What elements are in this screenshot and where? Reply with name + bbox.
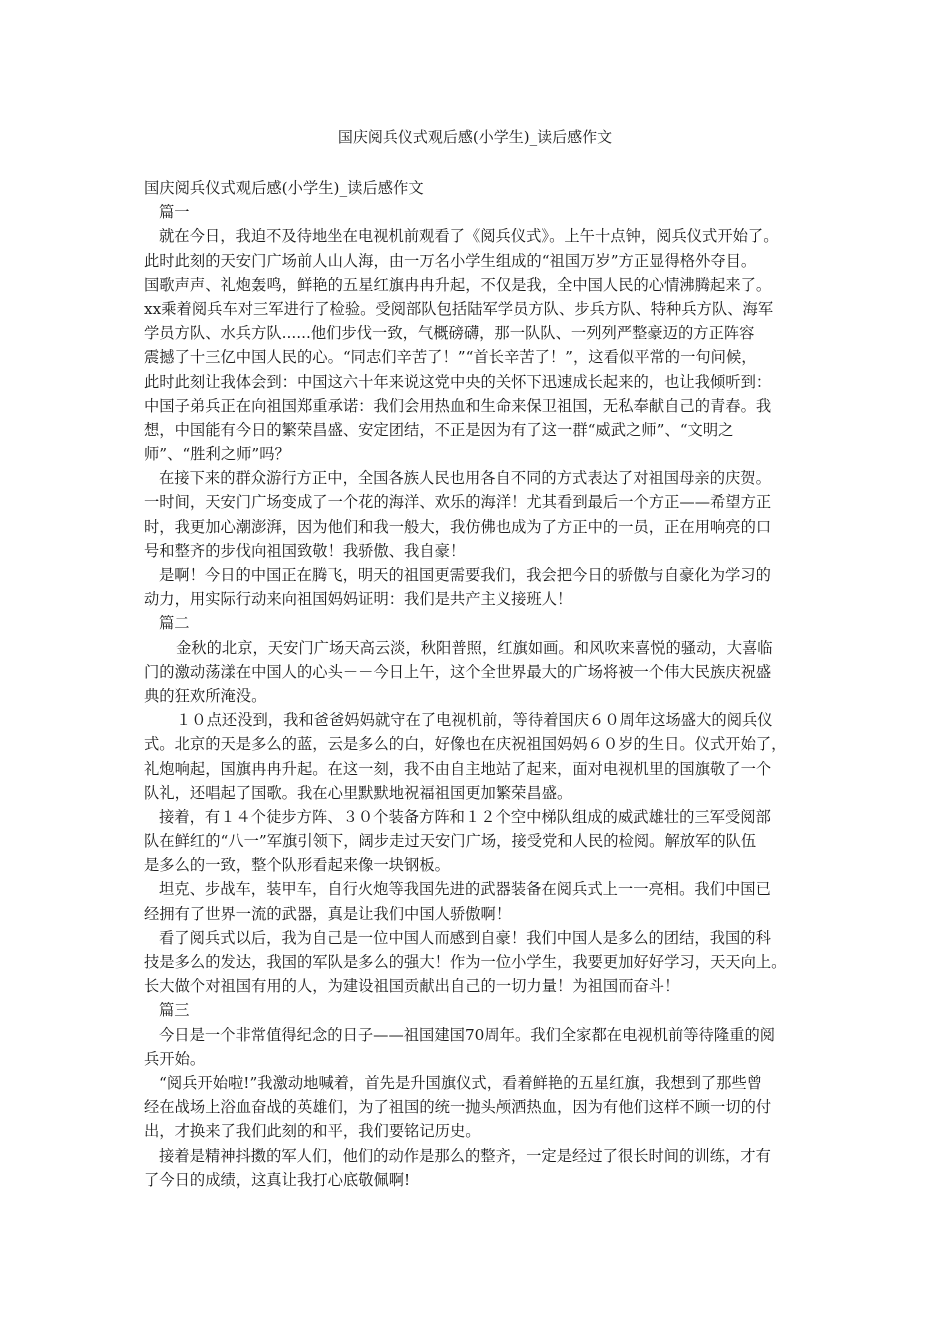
text-line: 接着是精神抖擞的军人们，他们的动作是那么的整齐，一定是经过了很长时间的训练，才有 [159, 1146, 771, 1165]
text-line: 是多么的一致，整个队形看起来像一块钢板。 [144, 856, 450, 875]
text-line: 门的激动荡漾在中国人的心头－－今日上午，这个全世界最大的广场将被一个伟大民族庆祝盛 [144, 662, 772, 681]
text-line: 技是多么的发达，我国的军队是多么的强大！作为一位小学生，我要更加好好学习，天天向上。 [144, 953, 787, 971]
text-line: 长大做个对祖国有用的人，为建设祖国贡献出自己的一切力量！为祖国而奋斗！ [144, 977, 680, 996]
text-line: 金秋的北京，天安门广场天高云淡，秋阳普照，红旗如画。和风吹来喜悦的骚动，大喜临 [176, 638, 773, 657]
text-line: 队礼，还唱起了国歌。我在心里默默地祝福祖国更加繁荣昌盛。 [144, 783, 573, 802]
text-line: 师”、“胜利之师”吗？ [144, 445, 290, 464]
text-line: 接着，有１４个徒步方阵、３０个装备方阵和１２个空中梯队组成的威武雄壮的三军受阅部 [159, 807, 771, 826]
text-line: 篇一 [159, 203, 190, 222]
text-line: 经拥有了世界一流的武器，真是让我们中国人骄傲啊！ [144, 904, 512, 923]
text-line: 了今日的成绩，这真让我打心底敬佩啊! [144, 1170, 411, 1189]
text-line: 今日是一个非常值得纪念的日子——祖国建国70周年。我们全家都在电视机前等待隆重的阅 [159, 1025, 776, 1044]
text-line: 篇三 [159, 1001, 190, 1020]
text-line: 礼炮响起，国旗冉冉升起。在这一刻，我不由自主地站了起来，面对电视机里的国旗敬了一个 [144, 759, 772, 778]
text-line: 篇二 [159, 614, 190, 633]
text-line: 式。北京的天是多么的蓝，云是多么的白，好像也在庆祝祖国妈妈６０岁的生日。仪式开始了， [144, 735, 787, 754]
text-line: 动力，用实际行动来向祖国妈妈证明：我们是共产主义接班人！ [144, 590, 573, 609]
text-line: xx乘着阅兵车对三军进行了检验。受阅部队包括陆军学员方队、步兵方队、特种兵方队、海军 [144, 299, 774, 318]
text-line: 国歌声声、礼炮轰鸣，鲜艳的五星红旗冉冉升起，不仅是我，全中国人民的心情沸腾起来了。 [144, 275, 772, 294]
document-body [144, 176, 809, 1192]
text-line: 坦克、步战车，装甲车，自行火炮等我国先进的武器装备在阅兵式上一一亮相。我们中国已 [159, 880, 771, 899]
text-line: 一时间，天安门广场变成了一个花的海洋、欢乐的海洋！尤其看到最后一个方正——希望方正 [144, 493, 772, 512]
text-line: 想，中国能有今日的繁荣昌盛、安定团结，不正是因为有了这一群“威武之师”、“文明之 [144, 420, 734, 439]
text-line: 中国子弟兵正在向祖国郑重承诺：我们会用热血和生命来保卫祖国，无私奉献自己的青春。我 [144, 396, 772, 415]
text-line: 时，我更加心潮澎湃，因为他们和我一般大，我仿佛也成为了方正中的一员，正在用响亮的口 [144, 517, 772, 536]
document-title: 国庆阅兵仪式观后感(小学生)_读后感作文 [337, 128, 613, 146]
text-line: 在接下来的群众游行方正中，全国各族人民也用各自不同的方式表达了对祖国母亲的庆贺。 [159, 469, 771, 488]
text-line: 兵开始。 [144, 1049, 206, 1068]
text-line: 此时此刻的天安门广场前人山人海，由一万名小学生组成的“祖国万岁”方正显得格外夺目。 [144, 251, 757, 270]
text-line: 看了阅兵式以后，我为自己是一位中国人而感到自豪！我们中国人是多么的团结，我国的科 [159, 928, 771, 947]
text-line: 是啊！今日的中国正在腾飞，明天的祖国更需要我们，我会把今日的骄傲与自豪化为学习的 [159, 566, 771, 584]
text-line: １０点还没到，我和爸爸妈妈就守在了电视机前，等待着国庆６０周年这场盛大的阅兵仪 [176, 711, 773, 730]
text-line: 学员方队、水兵方队......他们步伐一致，气概磅礴，那一队队、一列列严整豪迈的方正阵容 [144, 324, 755, 343]
text-line: “阅兵开始啦!”我激动地喊着，首先是升国旗仪式，看着鲜艳的五星红旗，我想到了那些曾 [159, 1073, 763, 1092]
text-line: 号和整齐的步伐向祖国致敬！我骄傲、我自豪！ [144, 541, 466, 560]
text-line: 国庆阅兵仪式观后感(小学生)_读后感作文 [144, 179, 424, 197]
text-line: 此时此刻让我体会到：中国这六十年来说这党中央的关怀下迅速成长起来的，也让我倾听到： [144, 372, 772, 391]
text-line: 典的狂欢所淹没。 [144, 686, 267, 705]
text-line: 震撼了十三亿中国人民的心。“同志们辛苦了！”“首长辛苦了！”，这看似平常的一句问候， [144, 348, 757, 367]
text-line: 队在鲜红的“八一”军旗引领下，阔步走过天安门广场，接受党和人民的检阅。解放军的队伍 [144, 832, 757, 851]
text-line: 就在今日，我迫不及待地坐在电视机前观看了《阅兵仪式》。上午十点钟，阅兵仪式开始了。 [159, 227, 779, 246]
text-line: 出，才换来了我们此刻的和平，我们要铭记历史。 [144, 1122, 481, 1141]
text-line: 经在战场上浴血奋战的英雄们，为了祖国的统一抛头颅洒热血，因为有他们这样不顾一切的付 [144, 1098, 772, 1117]
